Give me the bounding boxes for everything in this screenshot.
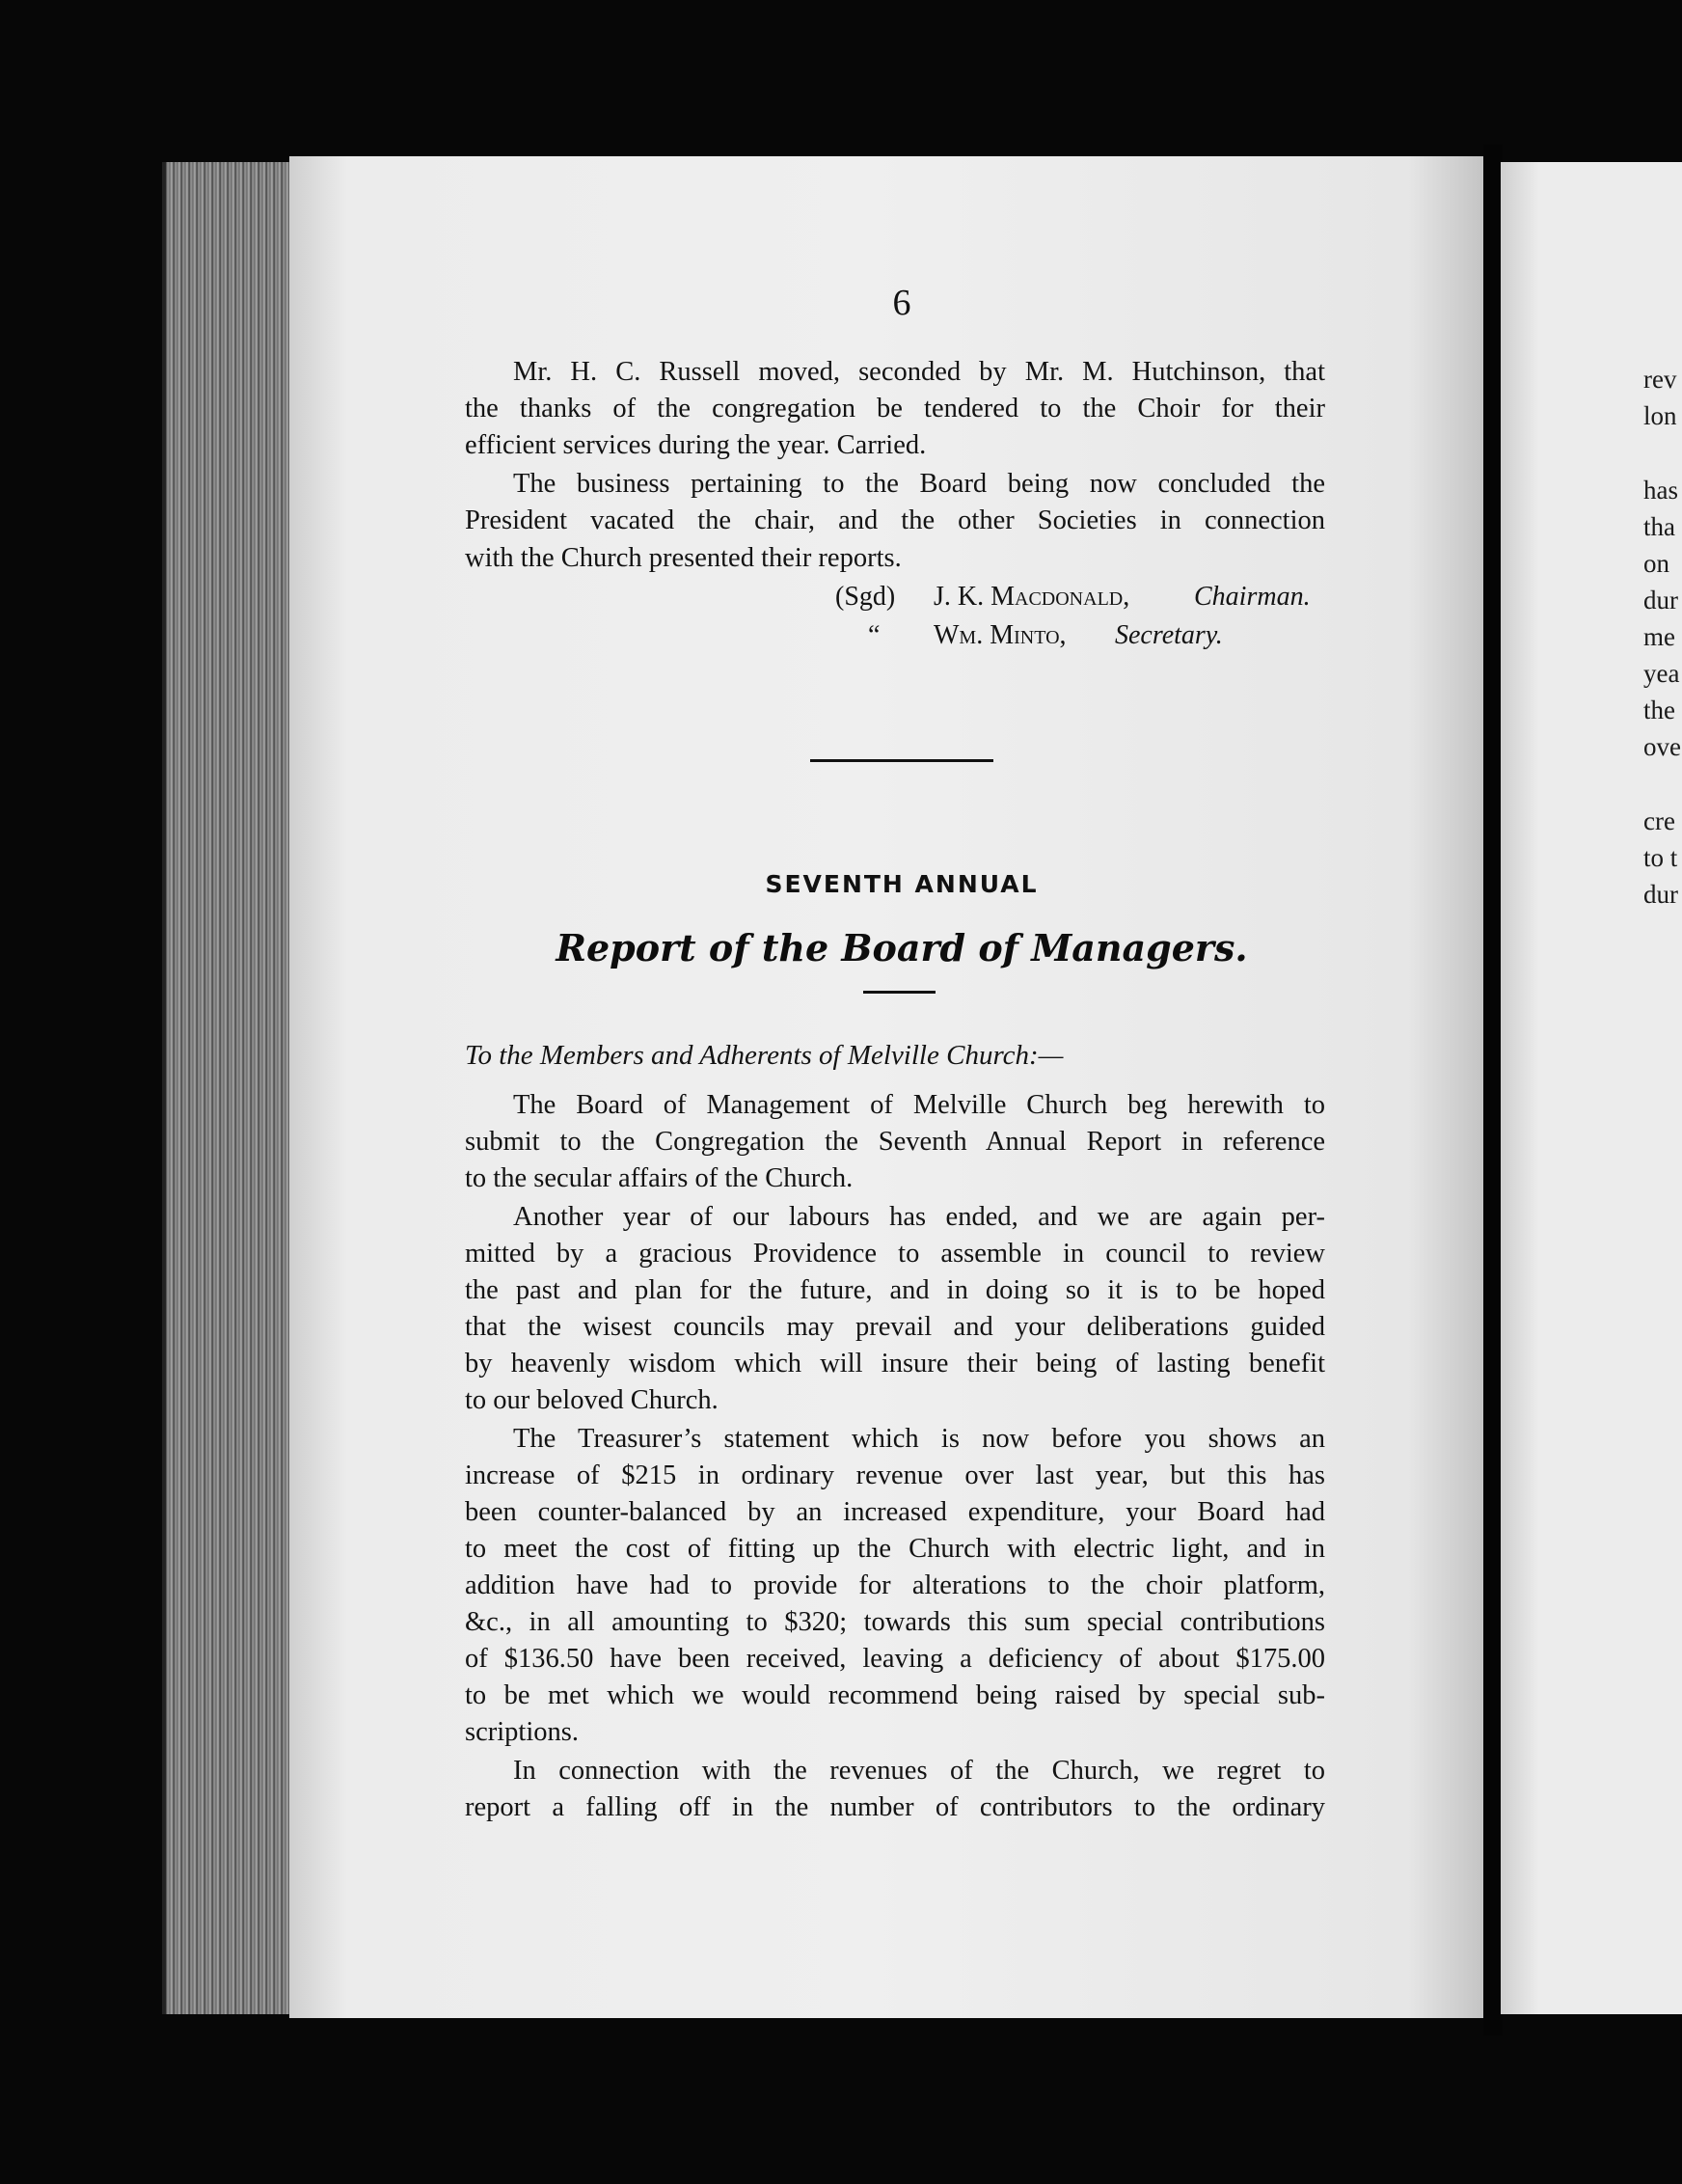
text-line: that the wisest councils may prevail and your deliberations guided xyxy=(465,1312,1325,1342)
next-page-line: yea xyxy=(1643,659,1680,688)
text-line: efficient services during the year. Carried. xyxy=(465,430,927,460)
signature-name: J. K. Macdonald, xyxy=(934,582,1130,612)
next-page-line: the xyxy=(1643,696,1675,724)
text-line: scriptions. xyxy=(465,1717,579,1747)
text-line: The business pertaining to the Board being now concluded the xyxy=(513,469,1325,499)
text-line: the past and plan for the future, and in doing so it is to be hoped xyxy=(465,1275,1325,1305)
next-page-line: ove xyxy=(1643,732,1681,761)
text-line: &c., in all amounting to $320; towards this sum special contributions xyxy=(465,1607,1325,1637)
next-page-line: tha xyxy=(1643,512,1675,541)
text-line: by heavenly wisdom which will insure their being of lasting benefit xyxy=(465,1349,1325,1379)
text-line: the thanks of the congregation be tendered to the Choir for their xyxy=(465,394,1325,423)
heading-divider xyxy=(863,991,936,994)
signature-name: Wm. Minto, xyxy=(934,620,1067,650)
text-line: The Treasurer’s statement which is now before you shows an xyxy=(513,1424,1325,1454)
report-heading-small: SEVENTH ANNUAL xyxy=(765,870,1039,898)
page-number: 6 xyxy=(892,283,911,323)
text-line: increase of $215 in ordinary revenue over last year, but this has xyxy=(465,1461,1325,1490)
next-page-line: dur xyxy=(1643,586,1678,614)
next-page-line: lon xyxy=(1643,401,1677,430)
next-page-line: dur xyxy=(1643,880,1678,909)
text-line: to be met which we would recommend being raised by special sub- xyxy=(465,1680,1325,1710)
next-page-line: has xyxy=(1643,476,1678,505)
text-line: Another year of our labours has ended, and we are again per- xyxy=(513,1202,1325,1232)
section-divider xyxy=(810,759,993,762)
text-line: Mr. H. C. Russell moved, seconded by Mr. M. Hutchinson, that xyxy=(513,357,1325,387)
next-page-line: on xyxy=(1643,549,1669,578)
text-line: to our beloved Church. xyxy=(465,1385,719,1415)
text-line: been counter-balanced by an increased expenditure, your Board had xyxy=(465,1497,1325,1527)
signature-prefix: “ xyxy=(868,620,881,650)
next-page-line: to t xyxy=(1643,843,1678,872)
next-page-line: me xyxy=(1643,622,1675,651)
text-line: to the secular affairs of the Church. xyxy=(465,1163,854,1193)
page-edges xyxy=(162,162,301,2014)
text-line: President vacated the chair, and the other Societies in connection xyxy=(465,505,1325,535)
text-line: submit to the Congregation the Seventh Annual Report in reference xyxy=(465,1127,1325,1157)
gutter xyxy=(1483,145,1503,2035)
next-page-line: rev xyxy=(1643,365,1677,394)
text-line: report a falling off in the number of contributors to the ordinary xyxy=(465,1792,1325,1822)
text-line: In connection with the revenues of the Church, we regret to xyxy=(513,1756,1325,1786)
text-line: with the Church presented their reports. xyxy=(465,543,902,573)
text-line: mitted by a gracious Providence to assemble in council to review xyxy=(465,1239,1325,1269)
text-line: addition have had to provide for alterations to the choir platform, xyxy=(465,1570,1325,1600)
text-line: The Board of Management of Melville Church beg herewith to xyxy=(513,1090,1325,1120)
signature-prefix: (Sgd) xyxy=(835,582,896,612)
report-heading-large: Report of the Board of Managers. xyxy=(556,926,1248,969)
signature-title: Chairman. xyxy=(1194,582,1311,612)
text-line: of $136.50 have been received, leaving a deficiency of about $175.00 xyxy=(465,1644,1325,1674)
signature-title: Secretary. xyxy=(1115,620,1223,650)
next-page-fragment xyxy=(1501,162,1682,2014)
next-page-line: cre xyxy=(1643,806,1675,835)
salutation: To the Members and Adherents of Melville Church:— xyxy=(465,1040,1064,1071)
text-line: to meet the cost of fitting up the Church with electric light, and in xyxy=(465,1534,1325,1564)
